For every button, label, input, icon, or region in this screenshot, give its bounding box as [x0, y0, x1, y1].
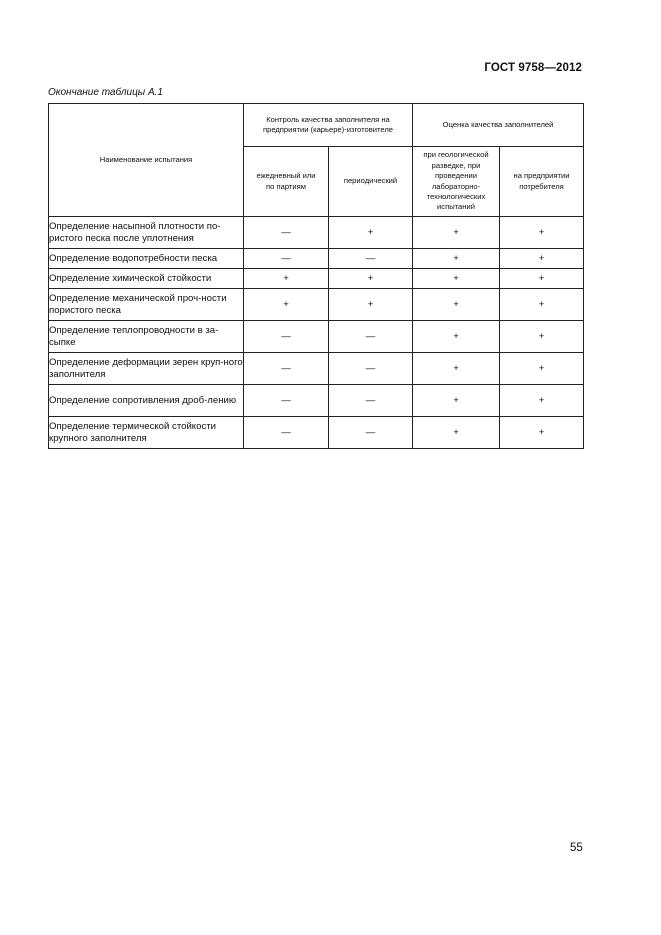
header-quality-assessment: Оценка качества заполнителей [413, 104, 584, 147]
cell-periodic: — [329, 321, 413, 353]
row-name: Определение термической стойкости крупного заполнителя [49, 417, 244, 449]
cell-consumer: + [500, 269, 584, 289]
table-row [49, 217, 584, 249]
row-name: Определение сопротивления дроб-лению [49, 385, 244, 417]
cell-daily: — [244, 249, 329, 269]
row-name: Определение химической стойкости [49, 269, 244, 289]
table-row [49, 269, 584, 289]
cell-periodic: + [329, 289, 413, 321]
header-daily: ежедневный или по партиям [244, 147, 329, 217]
row-name: Определение водопотребности песка [49, 249, 244, 269]
cell-consumer: + [500, 217, 584, 249]
table-row [49, 385, 584, 417]
header-geological: при геологической разведке, при проведении лабораторно-технологических испытаний [413, 147, 500, 217]
cell-geological: + [413, 385, 500, 417]
cell-periodic: — [329, 417, 413, 449]
cell-geological: + [413, 217, 500, 249]
cell-periodic: — [329, 353, 413, 385]
table-row [49, 353, 584, 385]
cell-periodic: — [329, 385, 413, 417]
cell-daily: — [244, 385, 329, 417]
cell-daily: — [244, 217, 329, 249]
cell-daily: — [244, 321, 329, 353]
cell-geological: + [413, 269, 500, 289]
cell-daily: — [244, 417, 329, 449]
cell-daily: — [244, 353, 329, 385]
cell-consumer: + [500, 321, 584, 353]
table-row [49, 321, 584, 353]
test-table [48, 103, 584, 449]
row-name: Определение теплопроводности в за-сыпке [49, 321, 244, 353]
cell-daily: + [244, 269, 329, 289]
header-manufacturer-control: Контроль качества заполнителя на предприятии (карьере)-изготовителе [244, 104, 413, 147]
cell-consumer: + [500, 289, 584, 321]
cell-consumer: + [500, 385, 584, 417]
table-row [49, 417, 584, 449]
standard-code: ГОСТ 9758—2012 [484, 62, 582, 74]
table-row [49, 289, 584, 321]
cell-geological: + [413, 249, 500, 269]
cell-geological: + [413, 417, 500, 449]
header-periodic: периодический [329, 147, 413, 217]
cell-geological: + [413, 321, 500, 353]
cell-consumer: + [500, 417, 584, 449]
cell-daily: + [244, 289, 329, 321]
table-caption: Окончание таблицы А.1 [48, 87, 163, 98]
cell-consumer: + [500, 249, 584, 269]
cell-geological: + [413, 353, 500, 385]
header-test-name: Наименование испытания [49, 104, 244, 217]
cell-periodic: + [329, 269, 413, 289]
page-number: 55 [570, 842, 583, 854]
cell-periodic: — [329, 249, 413, 269]
cell-periodic: + [329, 217, 413, 249]
cell-consumer: + [500, 353, 584, 385]
table-row [49, 249, 584, 269]
row-name: Определение механической проч-ности пористого песка [49, 289, 244, 321]
row-name: Определение насыпной плотности по-ристого песка после уплотнения [49, 217, 244, 249]
cell-geological: + [413, 289, 500, 321]
header-consumer: на предприятии потребителя [500, 147, 584, 217]
row-name: Определение деформации зерен круп-ного заполнителя [49, 353, 244, 385]
